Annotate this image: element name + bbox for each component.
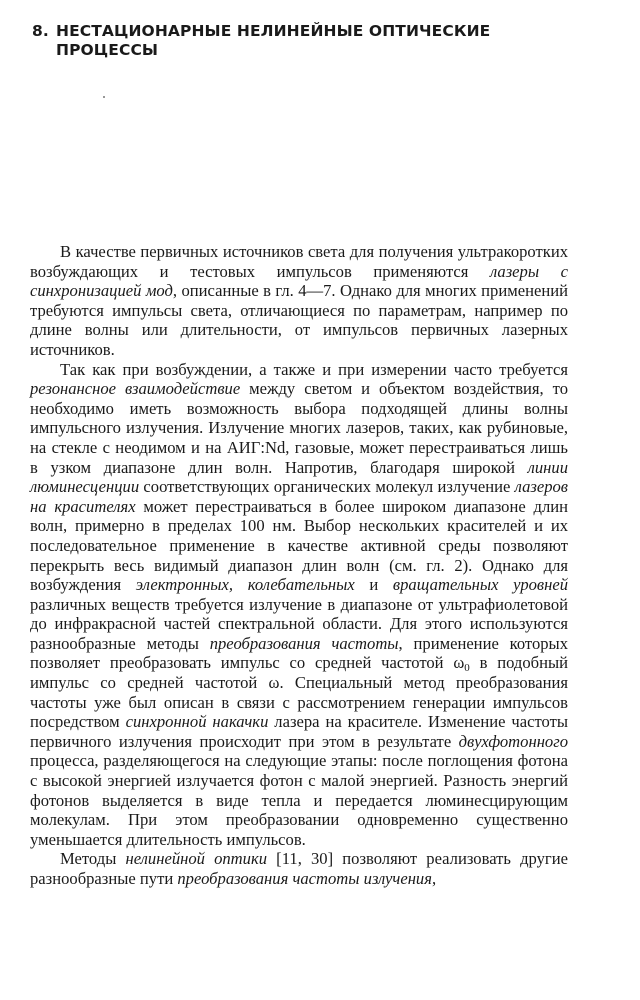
- section-number: 8.: [32, 22, 49, 40]
- section-heading: [32, 22, 552, 60]
- italic-term: двухфотонного: [458, 731, 568, 751]
- italic-term: электронных, колебательных: [135, 575, 355, 595]
- text-run: , описанные в гл. 4—7. Однако для многих применений требуются импульсы света, отличающиеся по параметрам, например по длине волны или длительности, от импульсов первичных лазерных источников.: [30, 281, 568, 359]
- subscript: 0: [464, 662, 470, 675]
- italic-term: лазеры с синхронизацией мод: [30, 261, 568, 301]
- text-run: процесса, разделяющегося на следующие этапы: после поглощения фотона с высокой энергией излучается фотон с малой энергией. Разность энергий фотонов выделяется в виде тепла и передается люминесцирующим молекулам. При этом преобразовании одновременно существенно уменьшается длительность импульсов.: [30, 751, 568, 849]
- text-run: различных веществ требуется излучение в диапазоне от ультрафиолетовой до инфракрасной частей спектральной области. Для этого используются разнообразные методы: [30, 594, 568, 653]
- italic-term: преобразования частоты излучения: [177, 869, 432, 888]
- italic-term: преобразования частоты: [209, 633, 399, 653]
- italic-term: вращательных уровней: [392, 575, 569, 595]
- paragraph: [30, 242, 568, 360]
- text-run: между светом и объектом воздействия, то необходимо иметь возможность выбора подходящей длины волны импульсного излучения. Излучение многих лазеров, таких, как рубиновые, на стекле с неодимом и на АИГ:Nd, газовые, может перестраиваться лишь в узком диапазоне длин волн. Напротив, благодаря широкой: [30, 379, 568, 477]
- paragraph: [30, 360, 568, 850]
- italic-term: нелинейной оптики: [125, 849, 268, 869]
- text-run: лазера на красителе. Изменение частоты первичного излучения происходит при этом в результате: [30, 712, 568, 751]
- text-run: в подобный импульс со средней частотой ω. Специальный метод преобразования частоты уже был описан в связи с рассмотрением генерации импульсов посредством: [30, 653, 568, 732]
- section-title-line1: НЕСТАЦИОНАРНЫЕ НЕЛИНЕЙНЫЕ ОПТИЧЕСКИЕ: [56, 22, 491, 40]
- text-run: В качестве первичных источников света для получения ультракоротких возбуждающих и тестовых импульсов применяются: [30, 242, 568, 281]
- italic-term: синхронной накачки: [125, 712, 269, 732]
- italic-term: линии люминесценции: [30, 457, 568, 497]
- print-speck: [103, 96, 105, 98]
- italic-term: резонансное взаимодействие: [30, 379, 241, 399]
- section-title-line2: ПРОЦЕССЫ: [56, 41, 159, 59]
- text-run: , применение которых позволяет преобразовать импульс со средней частотой ω: [30, 633, 568, 673]
- text-run: [11, 30] позволяют реализовать другие разнообразные пути: [30, 849, 568, 888]
- text-run: соответствующих органических молекул излучение: [139, 477, 515, 497]
- text-run: может перестраиваться в более широком диапазоне длин волн, примерно в пределах 100 нм. Выбор нескольких красителей и их последовательное применение в качестве активной среды позволяют перекрыть весь видимый диапазон длин волн (см. гл. 2). Однако для возбуждения: [30, 496, 568, 595]
- paragraph: [30, 849, 568, 888]
- text-run: Так как при возбуждении, а также и при измерении часто требуется: [60, 359, 568, 379]
- text-run: и: [354, 575, 393, 595]
- italic-term: лазеров на красителях: [30, 477, 568, 516]
- body-text: [30, 242, 568, 889]
- text-run: Методы: [60, 849, 126, 869]
- text-run: ,: [431, 869, 437, 888]
